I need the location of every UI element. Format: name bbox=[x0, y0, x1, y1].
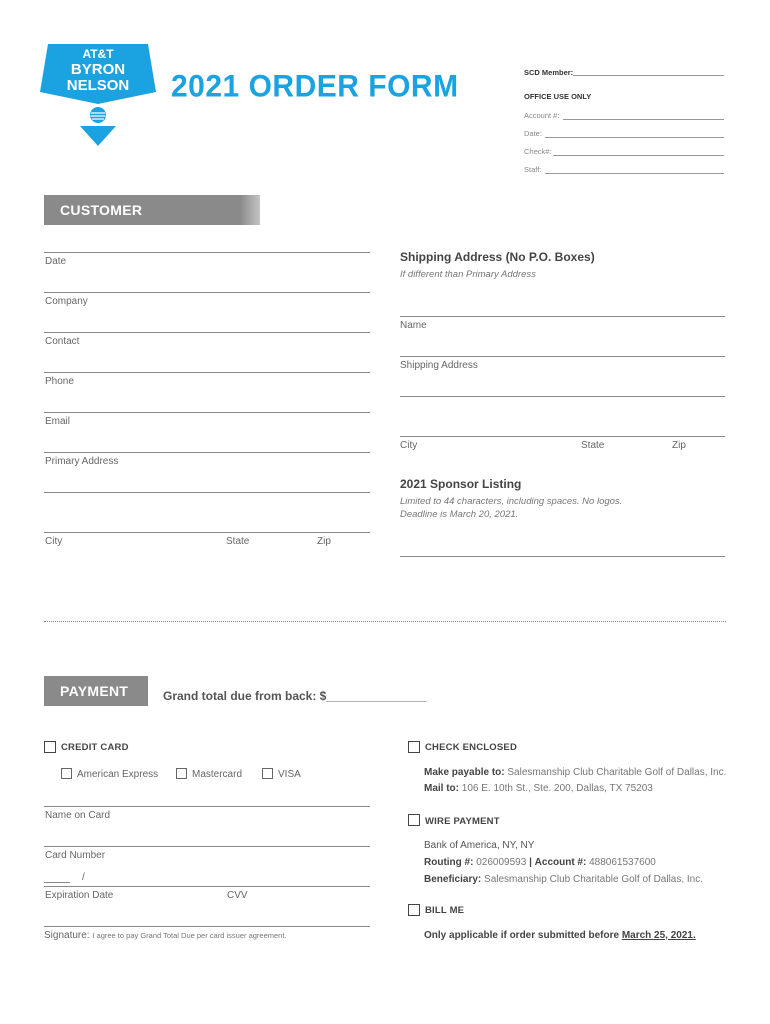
office-date-field[interactable] bbox=[545, 137, 724, 138]
mastercard-label: Mastercard bbox=[192, 769, 243, 780]
shipping-address-heading: Shipping Address (No P.O. Boxes) bbox=[400, 250, 595, 264]
beneficiary-line bbox=[424, 874, 703, 885]
shipping-name-field[interactable] bbox=[400, 316, 725, 317]
check-enclosed-label: CHECK ENCLOSED bbox=[425, 742, 518, 753]
name-on-card-field[interactable] bbox=[44, 806, 370, 807]
visa-checkbox[interactable] bbox=[262, 768, 273, 779]
name-on-card-label: Name on Card bbox=[45, 810, 111, 821]
bill-me-checkbox[interactable] bbox=[408, 904, 420, 916]
payable-to-label: Make payable to: bbox=[424, 767, 505, 778]
signature-label: Signature: bbox=[44, 930, 90, 941]
shipping-city-label: City bbox=[400, 440, 418, 451]
scd-member-field[interactable] bbox=[573, 75, 724, 76]
customer-information-heading: CUSTOMER INFORMATION bbox=[60, 202, 162, 248]
office-date-label: Date: bbox=[524, 129, 542, 138]
scd-member-label: SCD Member: bbox=[524, 68, 574, 77]
shipping-address-line2-field[interactable] bbox=[400, 396, 725, 397]
sponsor-listing-note-1: Limited to 44 characters, including spaces. No logos. bbox=[400, 496, 623, 507]
visa-label: VISA bbox=[278, 769, 301, 780]
sponsor-listing-heading: 2021 Sponsor Listing bbox=[400, 477, 522, 491]
logo-line-byron: BYRON bbox=[70, 61, 126, 78]
routing-separator: | bbox=[529, 857, 532, 868]
city-state-zip-field[interactable] bbox=[44, 532, 370, 533]
shipping-address-field[interactable] bbox=[400, 356, 725, 357]
office-use-label: OFFICE USE ONLY bbox=[524, 92, 592, 101]
mail-to-line bbox=[424, 783, 653, 794]
account-number-label: Account #: bbox=[534, 857, 587, 868]
credit-card-label: CREDIT CARD bbox=[61, 742, 129, 753]
account-number-value: 488061537600 bbox=[589, 857, 656, 868]
sponsor-listing-field[interactable] bbox=[400, 556, 725, 557]
payable-to-value: Salesmanship Club Charitable Golf of Dallas, Inc. bbox=[507, 767, 727, 778]
primary-address-line2-field[interactable] bbox=[44, 492, 370, 493]
shipping-city-state-zip-field[interactable] bbox=[400, 436, 725, 437]
payable-to-line bbox=[424, 767, 726, 778]
shipping-address-label: Shipping Address bbox=[400, 360, 478, 371]
wire-payment-checkbox[interactable] bbox=[408, 814, 420, 826]
phone-label: Phone bbox=[45, 376, 74, 387]
signature-field[interactable] bbox=[44, 926, 370, 927]
zip-label: Zip bbox=[317, 536, 331, 547]
beneficiary-value: Salesmanship Club Charitable Golf of Dallas, Inc. bbox=[484, 874, 704, 885]
date-field[interactable] bbox=[44, 252, 370, 253]
logo-line-att: AT&T bbox=[82, 47, 114, 61]
company-field[interactable] bbox=[44, 292, 370, 293]
company-label: Company bbox=[45, 296, 88, 307]
expiration-cvv-field[interactable] bbox=[44, 886, 370, 887]
email-label: Email bbox=[45, 416, 71, 427]
email-field[interactable] bbox=[44, 412, 370, 413]
mail-to-value: 106 E. 10th St., Ste. 200, Dallas, TX 75203 bbox=[461, 783, 653, 794]
staff-field[interactable] bbox=[545, 173, 724, 174]
beneficiary-label: Beneficiary: bbox=[424, 874, 482, 885]
routing-value: 026009593 bbox=[476, 857, 527, 868]
bank-name: Bank of America, NY, NY bbox=[424, 840, 535, 851]
shipping-address-note: If different than Primary Address bbox=[400, 269, 536, 280]
staff-label: Staff: bbox=[524, 165, 542, 174]
bill-me-deadline: March 25, 2021. bbox=[621, 930, 696, 941]
routing-label: Routing #: bbox=[424, 857, 474, 868]
account-field[interactable] bbox=[563, 119, 724, 120]
city-label: City bbox=[45, 536, 63, 547]
payment-banner bbox=[44, 676, 148, 706]
att-byron-nelson-logo bbox=[40, 44, 156, 146]
american-express-checkbox[interactable] bbox=[61, 768, 72, 779]
mail-to-label: Mail to: bbox=[424, 783, 459, 794]
state-label: State bbox=[226, 536, 250, 547]
customer-information-banner bbox=[44, 195, 260, 248]
account-label: Account #: bbox=[524, 111, 560, 120]
check-enclosed-checkbox[interactable] bbox=[408, 741, 420, 753]
expiration-month-field[interactable] bbox=[44, 882, 70, 883]
shipping-state-label: State bbox=[581, 440, 605, 451]
grand-total-label: Grand total due from back: $_______________ bbox=[163, 689, 427, 703]
att-globe-icon bbox=[89, 106, 107, 124]
contact-field[interactable] bbox=[44, 332, 370, 333]
american-express-label: American Express bbox=[77, 769, 159, 780]
expiration-slash: / bbox=[82, 872, 85, 883]
primary-address-label: Primary Address bbox=[45, 456, 119, 467]
expiration-date-label: Expiration Date bbox=[45, 890, 114, 901]
phone-field[interactable] bbox=[44, 372, 370, 373]
primary-address-field[interactable] bbox=[44, 452, 370, 453]
routing-account-line bbox=[424, 857, 656, 868]
card-number-field[interactable] bbox=[44, 846, 370, 847]
cvv-label: CVV bbox=[227, 890, 248, 901]
signature-label-group bbox=[44, 930, 287, 941]
check-number-field[interactable] bbox=[553, 155, 724, 156]
card-number-label: Card Number bbox=[45, 850, 106, 861]
mastercard-checkbox[interactable] bbox=[176, 768, 187, 779]
shipping-zip-label: Zip bbox=[672, 440, 686, 451]
wire-payment-label: WIRE PAYMENT bbox=[425, 816, 500, 827]
signature-note: I agree to pay Grand Total Due per card issuer agreement. bbox=[92, 931, 287, 940]
sponsor-listing-note-2: Deadline is March 20, 2021. bbox=[400, 509, 519, 520]
contact-label: Contact bbox=[45, 336, 80, 347]
shipping-name-label: Name bbox=[400, 320, 427, 331]
bill-me-note: Only applicable if order submitted before bbox=[424, 930, 620, 941]
bill-me-label: BILL ME bbox=[425, 905, 465, 916]
logo-line-nelson: NELSON bbox=[66, 77, 130, 94]
bill-me-note-line bbox=[424, 930, 696, 941]
check-number-label: Check#: bbox=[524, 147, 552, 156]
page-title: 2021 ORDER FORM bbox=[171, 69, 459, 104]
date-label: Date bbox=[45, 256, 67, 267]
section-divider bbox=[44, 621, 726, 622]
credit-card-checkbox[interactable] bbox=[44, 741, 56, 753]
payment-heading: PAYMENT bbox=[60, 683, 129, 699]
